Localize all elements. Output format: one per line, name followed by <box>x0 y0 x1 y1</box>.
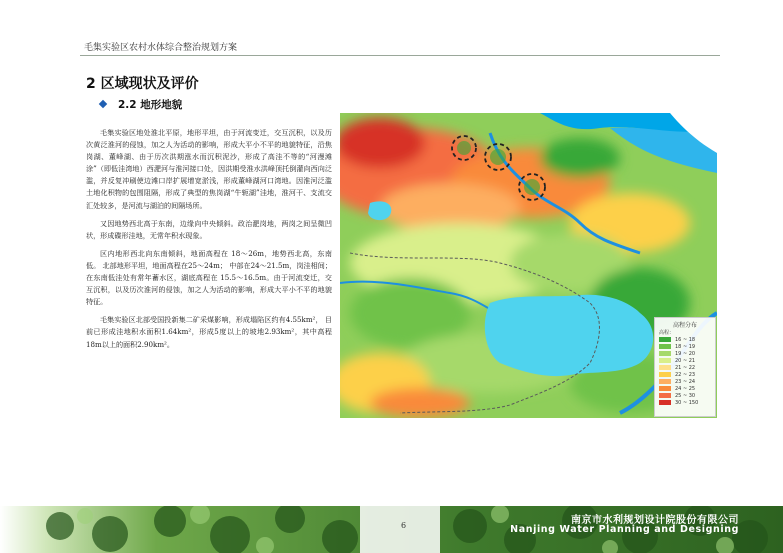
legend-label: 19 ~ 20 <box>675 350 696 357</box>
legend-item <box>659 392 715 399</box>
legend-swatch <box>659 386 671 391</box>
legend-subtitle: 高程： <box>659 330 675 336</box>
legend-label: 20 ~ 21 <box>675 357 696 364</box>
section-title: 2 区域现状及评价 <box>86 76 199 92</box>
page-number: 6 <box>401 521 407 530</box>
legend-item <box>659 399 715 406</box>
paragraph-2: 又因地势西北高于东南，边缘向中央倾斜。政治淝岗地，两岗之间呈微凹状，形成碟形洼地，无常年积水现象。 <box>86 218 332 240</box>
legend-item <box>659 371 715 378</box>
legend-item <box>659 357 715 364</box>
legend-swatch <box>659 365 671 370</box>
legend-title: 高程分布 <box>672 322 697 329</box>
company-name-cn: 南京市水利规划设计院股份有限公司 <box>571 515 739 526</box>
legend-swatch <box>659 393 671 398</box>
subsection-title-text: 2.2 地形地貌 <box>118 99 183 111</box>
legend-label: 22 ~ 23 <box>675 371 696 378</box>
legend-item <box>659 350 715 357</box>
legend-item <box>659 385 715 392</box>
legend-item <box>659 343 715 350</box>
legend-swatch <box>659 351 671 356</box>
legend-rows <box>655 336 715 406</box>
legend-label: 18 ~ 19 <box>675 343 696 350</box>
legend-swatch <box>659 337 671 342</box>
legend-swatch <box>659 372 671 377</box>
paragraph-1: 毛集实验区地处淮北平原，地形平坦，由于河流变迁，交互沉积，以及历次黄泛淮河的侵蚀，加之人为活动的影响，形成大平小不平的地貌特征，沿焦岗湖、董峰湖、由于历次洪期涨水而沉积泥沙，形成了高洼不等的“河漫滩涂”（即低洼湾地）西淝河与淮河接口处，因洪期受淮水洪峰顶托倒灌向西向泛滥，并反复冲刷使边滩口岸扩展增宽淤浅，形成董峰湖河口湾地。因淮河泛滥土地化积物的包围阻隔，形成了典型的焦岗湖“牛轭湖”洼地，淮河干、支流交汇处较多，是河流与湖泊的间隔场所。 <box>86 128 332 210</box>
legend-item <box>659 336 715 343</box>
header-divider <box>80 55 720 56</box>
legend-swatch <box>659 344 671 349</box>
document-header-title: 毛集实验区农村水体综合整治规划方案 <box>84 43 238 53</box>
legend-label: 23 ~ 24 <box>675 378 696 385</box>
paragraph-4: 毛集实验区北部受国投新集二矿采煤影响，形成塌陷区约有4.55km²， 目前已形成洼地积水面积1.64km²，形成5度以上的坡地2.93km²，其中高程18m以上的面积2.90km²。 <box>86 315 332 349</box>
legend-swatch <box>659 400 671 405</box>
legend-label: 21 ~ 22 <box>675 364 696 371</box>
subsection-title <box>100 97 182 112</box>
legend-label: 16 ~ 18 <box>675 336 696 343</box>
paragraph-3: 区内地形西北向东南倾斜，地面高程在 18～26m，地势西北高，东南低。 北部地形平坦，地面高程在25～24m； 中部在24～21.5m，岗洼相间；在东南低洼处有常年蓄水区，湖底高程在 15.5～16.5m。由于河流变迁，交互沉积，以及历次淮河的侵蚀，加之人为活动的影响，形成大平小不平的地貌特征。 <box>86 248 332 307</box>
elevation-legend <box>654 317 716 417</box>
legend-label: 30 ~ 150 <box>675 399 699 406</box>
company-name-en: Nanjing Water Planning and Designing <box>510 524 739 535</box>
legend-swatch <box>659 379 671 384</box>
legend-label: 25 ~ 30 <box>675 392 696 399</box>
legend-swatch <box>659 358 671 363</box>
legend-label: 24 ~ 25 <box>675 385 696 392</box>
legend-item <box>659 364 715 371</box>
body-text <box>86 127 332 357</box>
bullet-diamond-icon <box>99 100 107 108</box>
legend-item <box>659 378 715 385</box>
